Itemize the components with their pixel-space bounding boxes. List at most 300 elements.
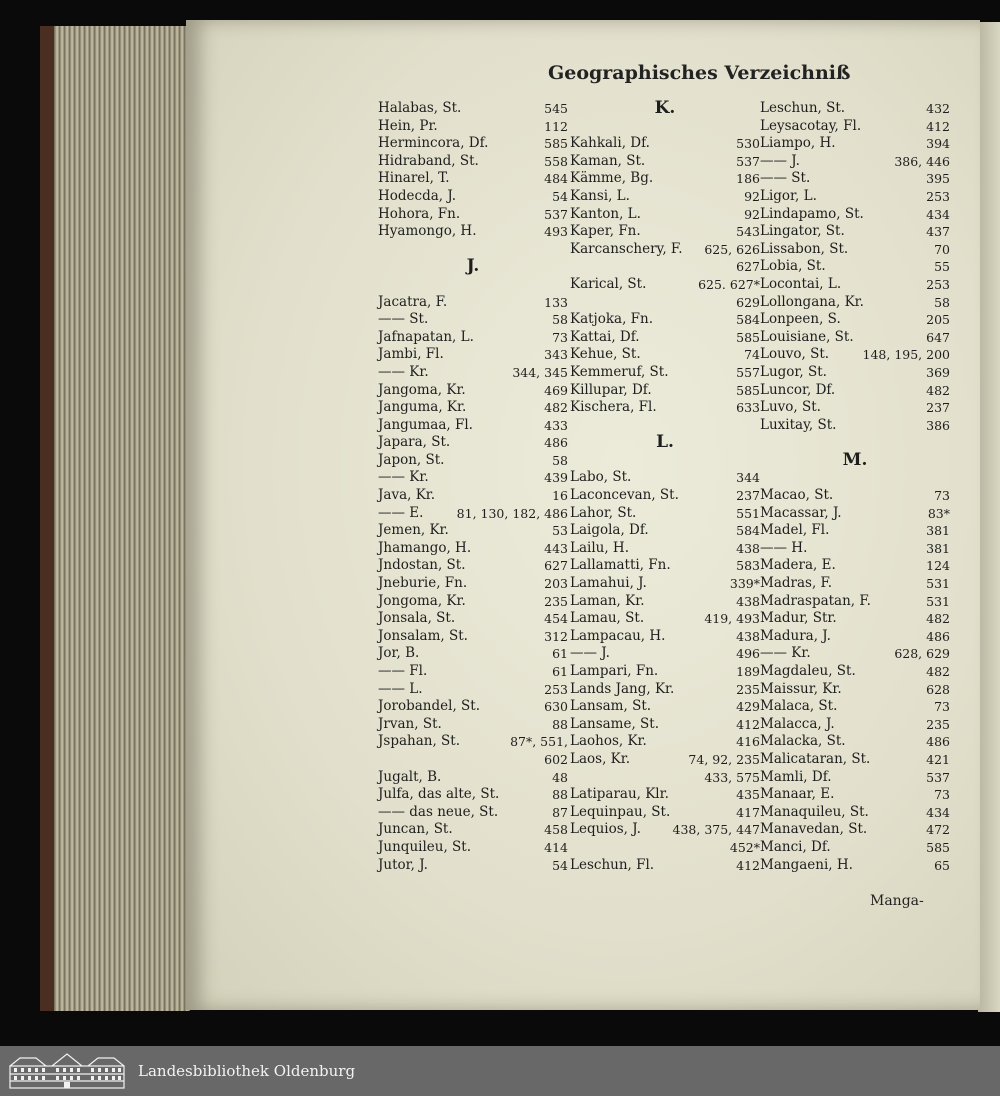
page-number: 83*	[927, 505, 950, 521]
page-number: 443	[544, 540, 568, 556]
page-number: 486	[926, 628, 950, 644]
page-number: 237	[736, 488, 760, 504]
index-entry	[760, 294, 950, 312]
index-entry	[570, 698, 760, 716]
page-number: 412	[736, 716, 760, 732]
page-number: 469	[544, 382, 568, 398]
index-entry	[570, 575, 760, 593]
page-number: 417	[736, 804, 760, 820]
page-number: 583	[736, 558, 760, 574]
index-entry	[760, 487, 950, 505]
index-entry	[570, 610, 760, 628]
section-letter	[378, 258, 568, 276]
place-name: Lollongana, Kr.	[760, 293, 864, 310]
page-number: 61	[552, 664, 568, 679]
place-name: Janguma, Kr.	[378, 399, 467, 416]
page-number: 344, 345	[512, 364, 568, 380]
index-entry	[378, 839, 568, 857]
index-entry	[570, 821, 760, 839]
index-entry	[570, 716, 760, 734]
index-entry	[760, 223, 950, 241]
place-name: Hodecda, J.	[378, 187, 457, 204]
place-name: Kischera, Fl.	[570, 399, 657, 416]
place-name: Jemen, Kr.	[378, 522, 449, 539]
catchword: Manga-	[870, 893, 924, 909]
index-entry	[570, 382, 760, 400]
place-name: —— Kr.	[760, 645, 811, 662]
index-entry	[378, 610, 568, 628]
index-entry	[570, 751, 760, 769]
index-entry	[378, 364, 568, 382]
index-entry	[378, 487, 568, 505]
place-name: Jor, B.	[378, 645, 420, 662]
section-letter-text: L.	[656, 432, 674, 453]
library-building-icon	[8, 1052, 126, 1090]
page-number: 633	[736, 400, 760, 416]
place-name: —— Kr.	[378, 363, 429, 380]
place-name: Lobia, St.	[760, 258, 826, 275]
page-number: 253	[926, 188, 950, 204]
page-number: 627	[544, 558, 568, 574]
page-number: 545	[544, 101, 568, 116]
page-number: 630	[544, 699, 568, 715]
place-name: Jhamango, H.	[378, 539, 472, 556]
page-number: 458	[544, 822, 568, 838]
place-name: Kahkali, Df.	[570, 135, 650, 152]
index-entry	[570, 399, 760, 417]
place-name: Malacka, St.	[760, 733, 846, 750]
place-name: —— J.	[570, 645, 610, 662]
place-name: Karical, St.	[570, 275, 647, 292]
place-name: Jongoma, Kr.	[378, 592, 466, 609]
index-entry	[378, 557, 568, 575]
index-entry	[570, 241, 760, 259]
page-number: 433	[544, 417, 568, 433]
place-name: Kaper, Fn.	[570, 223, 641, 240]
page-number: 73	[934, 488, 950, 504]
index-entry	[570, 276, 760, 294]
place-name: Hyamongo, H.	[378, 223, 477, 240]
place-name: Lissabon, St.	[760, 240, 849, 257]
index-entry	[378, 786, 568, 804]
place-name: Lamahui, J.	[570, 575, 647, 592]
index-entry	[378, 505, 568, 523]
index-entry	[760, 399, 950, 417]
index-entry	[760, 188, 950, 206]
page-number: 584	[736, 312, 760, 328]
page-number: 438	[736, 540, 760, 556]
index-entry	[760, 698, 950, 716]
page-number: 537	[736, 153, 760, 169]
index-entry	[378, 382, 568, 400]
book-page-edges	[40, 26, 190, 1011]
index-entry	[570, 311, 760, 329]
place-name: Lequinpau, St.	[570, 803, 671, 820]
page-number: 81, 130, 182, 486	[456, 505, 568, 521]
page-number: 92	[744, 206, 760, 222]
page-number: 92	[744, 188, 760, 204]
place-name: Kaman, St.	[570, 152, 646, 169]
index-entry	[760, 206, 950, 224]
page-number: 433, 575	[704, 769, 760, 785]
index-entry	[378, 769, 568, 787]
spacer	[570, 452, 760, 470]
page-number: 438	[736, 593, 760, 609]
place-name: Macao, St.	[760, 487, 834, 504]
index-entry	[570, 206, 760, 224]
place-name: Lallamatti, Fn.	[570, 557, 671, 574]
place-name: —— L.	[378, 680, 423, 697]
index-entry	[570, 557, 760, 575]
place-name: Manci, Df.	[760, 838, 831, 855]
index-column-1	[378, 100, 568, 874]
page-number: 73	[934, 787, 950, 803]
index-entry	[378, 206, 568, 224]
page-number: 339*	[729, 576, 760, 592]
place-name: Jangoma, Kr.	[378, 381, 466, 398]
place-name: Katjoka, Fn.	[570, 311, 654, 328]
place-name: Lampari, Fn.	[570, 663, 659, 679]
spacer	[760, 469, 950, 487]
index-entry	[570, 645, 760, 663]
index-entry	[570, 540, 760, 558]
page-number: 235	[544, 593, 568, 609]
place-name: Luvo, St.	[760, 399, 821, 416]
place-name: —— Kr.	[378, 469, 429, 486]
place-name: Hinarel, T.	[378, 170, 450, 187]
page-number: 48	[552, 769, 568, 785]
index-entry	[570, 733, 760, 751]
index-entry	[760, 557, 950, 575]
page-number: 537	[544, 206, 568, 222]
page-number: 186	[736, 171, 760, 187]
place-name: Jafnapatan, L.	[378, 328, 474, 345]
place-name: Lailu, H.	[570, 539, 629, 556]
index-entry	[760, 276, 950, 294]
place-name: Jonsala, St.	[378, 610, 456, 627]
page-number: 482	[926, 382, 950, 398]
page-number: 344	[736, 470, 760, 486]
index-entry	[760, 241, 950, 259]
place-name: Jonsalam, St.	[378, 627, 468, 644]
page-number: 412	[736, 857, 760, 873]
place-name: Lands Jang, Kr.	[570, 680, 675, 697]
place-name: Jugalt, B.	[378, 768, 442, 785]
index-entry	[760, 540, 950, 558]
index-entry	[378, 452, 568, 470]
index-entry	[760, 681, 950, 699]
place-name: Kämme, Bg.	[570, 170, 654, 187]
index-entry	[378, 294, 568, 312]
page-number: 558	[544, 153, 568, 169]
index-entry	[378, 857, 568, 875]
page-number: 628	[926, 681, 950, 697]
index-entry	[570, 804, 760, 822]
page-number: 189	[736, 664, 760, 679]
index-entry	[378, 118, 568, 136]
page-number: 482	[926, 664, 950, 679]
section-letter-text: K.	[654, 98, 676, 118]
index-entry	[760, 804, 950, 822]
place-name: Jndostan, St.	[378, 557, 466, 574]
index-entry	[570, 170, 760, 188]
index-entry	[760, 522, 950, 540]
page-number: 537	[926, 769, 950, 785]
place-name: Leschun, Fl.	[570, 856, 655, 873]
index-entry	[760, 857, 950, 875]
place-name: Mangaeni, H.	[760, 856, 853, 873]
place-name: Kehue, St.	[570, 346, 641, 363]
place-name: Louisiane, St.	[760, 328, 854, 345]
page-number: 625. 627*	[698, 276, 760, 292]
place-name: Julfa, das alte, St.	[378, 786, 500, 803]
place-name: Lansame, St.	[570, 715, 660, 732]
place-name: Kansi, L.	[570, 187, 630, 204]
page-number: 58	[552, 312, 568, 328]
index-entry	[378, 593, 568, 611]
place-name: Jorobandel, St.	[378, 698, 481, 715]
page-number: 87*, 551,	[510, 734, 568, 750]
place-name: Lamau, St.	[570, 610, 645, 627]
index-entry	[378, 645, 568, 663]
place-name: Hidraband, St.	[378, 152, 479, 169]
page-number: 551	[736, 505, 760, 521]
page-number: 253	[926, 276, 950, 292]
page-number: 585	[544, 136, 568, 152]
index-entry	[378, 575, 568, 593]
page-number: 429	[736, 699, 760, 715]
page-number: 627	[736, 259, 760, 275]
index-entry	[570, 294, 760, 312]
place-name: —— St.	[378, 311, 429, 328]
index-entry	[570, 786, 760, 804]
page-number: 482	[926, 611, 950, 627]
place-name: Halabas, St.	[378, 100, 462, 116]
index-entry	[378, 346, 568, 364]
page-header: Geographisches Verzeichniß	[548, 62, 851, 84]
place-name: Malicataran, St.	[760, 750, 871, 767]
place-name: Luxitay, St.	[760, 416, 837, 433]
place-name: Laman, Kr.	[570, 592, 645, 609]
place-name: Mamli, Df.	[760, 768, 832, 785]
index-entry	[760, 839, 950, 857]
index-entry	[570, 839, 760, 857]
page-number: 73	[552, 329, 568, 345]
page-number: 253	[544, 681, 568, 697]
page-number: 381	[926, 540, 950, 556]
place-name: Madera, E.	[760, 557, 836, 574]
page-number: 531	[926, 593, 950, 609]
page-number: 496	[736, 646, 760, 662]
index-entry	[570, 364, 760, 382]
index-entry	[760, 628, 950, 646]
page-number: 438, 375, 447	[672, 822, 760, 838]
page-number: 58	[552, 452, 568, 468]
place-name: Hein, Pr.	[378, 117, 438, 134]
place-name: Leysacotay, Fl.	[760, 117, 862, 134]
section-letter-text: J.	[466, 256, 480, 277]
index-entry	[760, 100, 950, 118]
place-name: Lonpeen, S.	[760, 311, 841, 328]
page-number: 486	[926, 734, 950, 750]
index-entry	[378, 311, 568, 329]
page-number: 543	[736, 224, 760, 240]
spacer	[570, 118, 760, 136]
index-entry	[378, 540, 568, 558]
index-entry	[378, 522, 568, 540]
place-name: Labo, St.	[570, 469, 632, 486]
page-number: 74, 92, 235	[688, 751, 760, 767]
page-number: 74	[744, 347, 760, 363]
page-number: 438	[736, 628, 760, 644]
index-entry	[760, 645, 950, 663]
index-entry	[570, 469, 760, 487]
page-number: 414	[544, 839, 568, 855]
page-number: 65	[934, 857, 950, 873]
index-entry	[760, 417, 950, 435]
place-name: Jspahan, St.	[378, 733, 461, 750]
page-number: 454	[544, 611, 568, 627]
page-number: 432	[926, 101, 950, 116]
page-number: 61	[552, 646, 568, 662]
index-entry	[378, 681, 568, 699]
place-name: Jacatra, F.	[378, 293, 448, 310]
page-number: 434	[926, 804, 950, 820]
page-number: 625, 626	[704, 241, 760, 257]
place-name: Japara, St.	[378, 434, 451, 451]
place-name: —— H.	[760, 539, 808, 556]
place-name: Hohora, Fn.	[378, 205, 461, 222]
place-name: Louvo, St.	[760, 346, 830, 363]
index-entry	[760, 575, 950, 593]
place-name: Leschun, St.	[760, 100, 846, 116]
page-number: 395	[926, 171, 950, 187]
page-number: 88	[552, 716, 568, 732]
index-entry	[570, 505, 760, 523]
place-name: Karcanschery, F.	[570, 240, 683, 257]
index-entry	[378, 170, 568, 188]
index-entry	[760, 821, 950, 839]
index-entry	[378, 716, 568, 734]
place-name: Hermincora, Df.	[378, 135, 489, 152]
page-number: 531	[926, 576, 950, 592]
place-name: Jangumaa, Fl.	[378, 416, 473, 433]
place-name: Malaca, St.	[760, 698, 838, 715]
index-entry	[378, 469, 568, 487]
place-name: Magdaleu, St.	[760, 663, 856, 679]
index-entry	[760, 135, 950, 153]
place-name: Manaar, E.	[760, 786, 835, 803]
place-name: Madura, J.	[760, 627, 831, 644]
page-number: 435	[736, 787, 760, 803]
place-name: Manaquileu, St.	[760, 803, 869, 820]
index-entry	[570, 329, 760, 347]
index-entry	[378, 821, 568, 839]
place-name: Lugor, St.	[760, 363, 827, 380]
page-number: 585	[926, 839, 950, 855]
page-number: 421	[926, 751, 950, 767]
page-number: 584	[736, 523, 760, 539]
index-entry	[378, 399, 568, 417]
page-number: 452*	[729, 839, 760, 855]
index-entry	[760, 610, 950, 628]
place-name: Kanton, L.	[570, 205, 641, 222]
page-number: 412	[926, 118, 950, 134]
index-entry	[570, 223, 760, 241]
page-number: 437	[926, 224, 950, 240]
index-entry	[760, 364, 950, 382]
place-name: Laos, Kr.	[570, 750, 630, 767]
index-entry	[760, 663, 950, 681]
index-entry	[760, 505, 950, 523]
index-entry	[378, 733, 568, 751]
index-entry	[760, 118, 950, 136]
index-entry	[570, 346, 760, 364]
page-number: 394	[926, 136, 950, 152]
index-entry	[570, 487, 760, 505]
page-number: 58	[934, 294, 950, 310]
index-entry	[760, 258, 950, 276]
index-entry	[570, 522, 760, 540]
spacer	[378, 276, 568, 294]
index-entry	[570, 153, 760, 171]
index-entry	[760, 716, 950, 734]
page-number: 482	[544, 400, 568, 416]
page-number: 70	[934, 241, 950, 257]
page-number: 416	[736, 734, 760, 750]
index-entry	[570, 628, 760, 646]
library-name: Landesbibliothek Oldenburg	[138, 1062, 356, 1080]
index-entry	[378, 434, 568, 452]
index-entry	[378, 153, 568, 171]
place-name: Macassar, J.	[760, 504, 842, 521]
page-number: 381	[926, 523, 950, 539]
page-number: 343	[544, 347, 568, 363]
index-entry	[760, 170, 950, 188]
place-name: Lequios, J.	[570, 821, 641, 838]
page-number: 54	[552, 857, 568, 873]
place-name: Madraspatan, F.	[760, 592, 871, 609]
page-number: 647	[926, 329, 950, 345]
page-number: 386	[926, 417, 950, 433]
index-entry	[378, 804, 568, 822]
place-name: —— Fl.	[378, 663, 428, 679]
index-entry	[378, 663, 568, 681]
index-entry	[760, 769, 950, 787]
index-entry	[760, 329, 950, 347]
index-entry	[760, 751, 950, 769]
index-entry	[760, 346, 950, 364]
place-name: Killupar, Df.	[570, 381, 652, 398]
page-number: 629	[736, 294, 760, 310]
place-name: Laohos, Kr.	[570, 733, 647, 750]
place-name: —— E.	[378, 504, 424, 521]
place-name: Japon, St.	[378, 451, 445, 468]
page-number: 628, 629	[894, 646, 950, 662]
index-entry	[378, 188, 568, 206]
page-number: 602	[544, 751, 568, 767]
page-number: 419, 493	[704, 611, 760, 627]
page-number: 133	[544, 294, 568, 310]
footer-bar	[0, 1046, 1000, 1096]
place-name: Lahor, St.	[570, 504, 637, 521]
index-entry	[378, 135, 568, 153]
index-entry	[570, 188, 760, 206]
index-entry	[760, 593, 950, 611]
place-name: Lansam, St.	[570, 698, 652, 715]
place-name: Manavedan, St.	[760, 821, 868, 838]
index-entry	[760, 382, 950, 400]
